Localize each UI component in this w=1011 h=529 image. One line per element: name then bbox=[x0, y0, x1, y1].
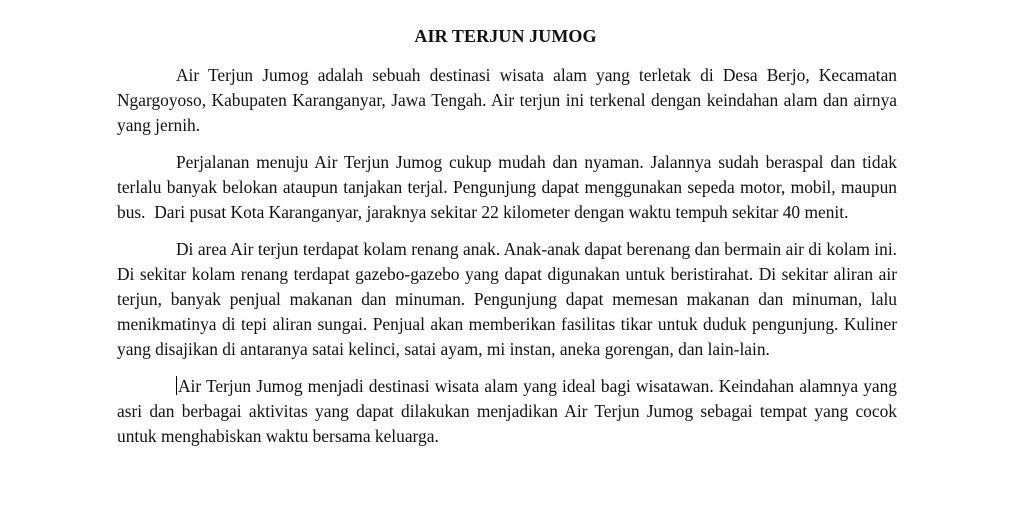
paragraph-location: Air Terjun Jumog adalah sebuah destinasi wisata alam yang terletak di Desa Berjo, Kecamatan Ngargoyoso, Kabupaten Karanganyar, Jawa Tengah. Air terjun ini terkenal dengan keindahan alam dan airnya yang jernih. bbox=[117, 65, 902, 135]
paragraph-conclusion-text: Air Terjun Jumog menjadi destinasi wisata alam yang ideal bagi wisatawan. Keindahan alamnya yang asri dan berbagai aktivitas yang dapat dilakukan menjadikan Air Terjun Jumog sebagai tempat yang cocok untuk menghabiskan waktu bersama keluarga. bbox=[117, 376, 902, 446]
document-title: AIR TERJUN JUMOG bbox=[414, 26, 597, 46]
text-cursor bbox=[176, 376, 177, 395]
document-body[interactable] bbox=[117, 63, 902, 449]
paragraph-access: Perjalanan menuju Air Terjun Jumog cukup mudah dan nyaman. Jalannya sudah beraspal dan tidak terlalu banyak belokan ataupun tanjakan terjal. Pengunjung dapat menggunakan sepeda motor, mobil, maupun bus. Dari pusat Kota Karanganyar, jaraknya sekitar 22 kilometer dengan waktu tempuh sekitar 40 menit. bbox=[117, 152, 902, 222]
paragraph-facilities: Di area Air terjun terdapat kolam renang anak. Anak-anak dapat berenang dan bermain air di kolam ini. Di sekitar kolam renang terdapat gazebo-gazebo yang dapat digunakan untuk beristirahat. Di sekitar aliran air terjun, banyak penjual makanan dan minuman. Pengunjung dapat memesan makanan dan minuman, lalu menikmatinya di tepi aliran sungai. Penjual akan memberikan fasilitas tikar untuk duduk pengunjung. Kuliner yang disajikan di antaranya satai kelinci, satai ayam, mi instan, aneka gorengan, dan lain-lain. bbox=[117, 239, 902, 359]
paragraph-conclusion bbox=[117, 374, 902, 449]
